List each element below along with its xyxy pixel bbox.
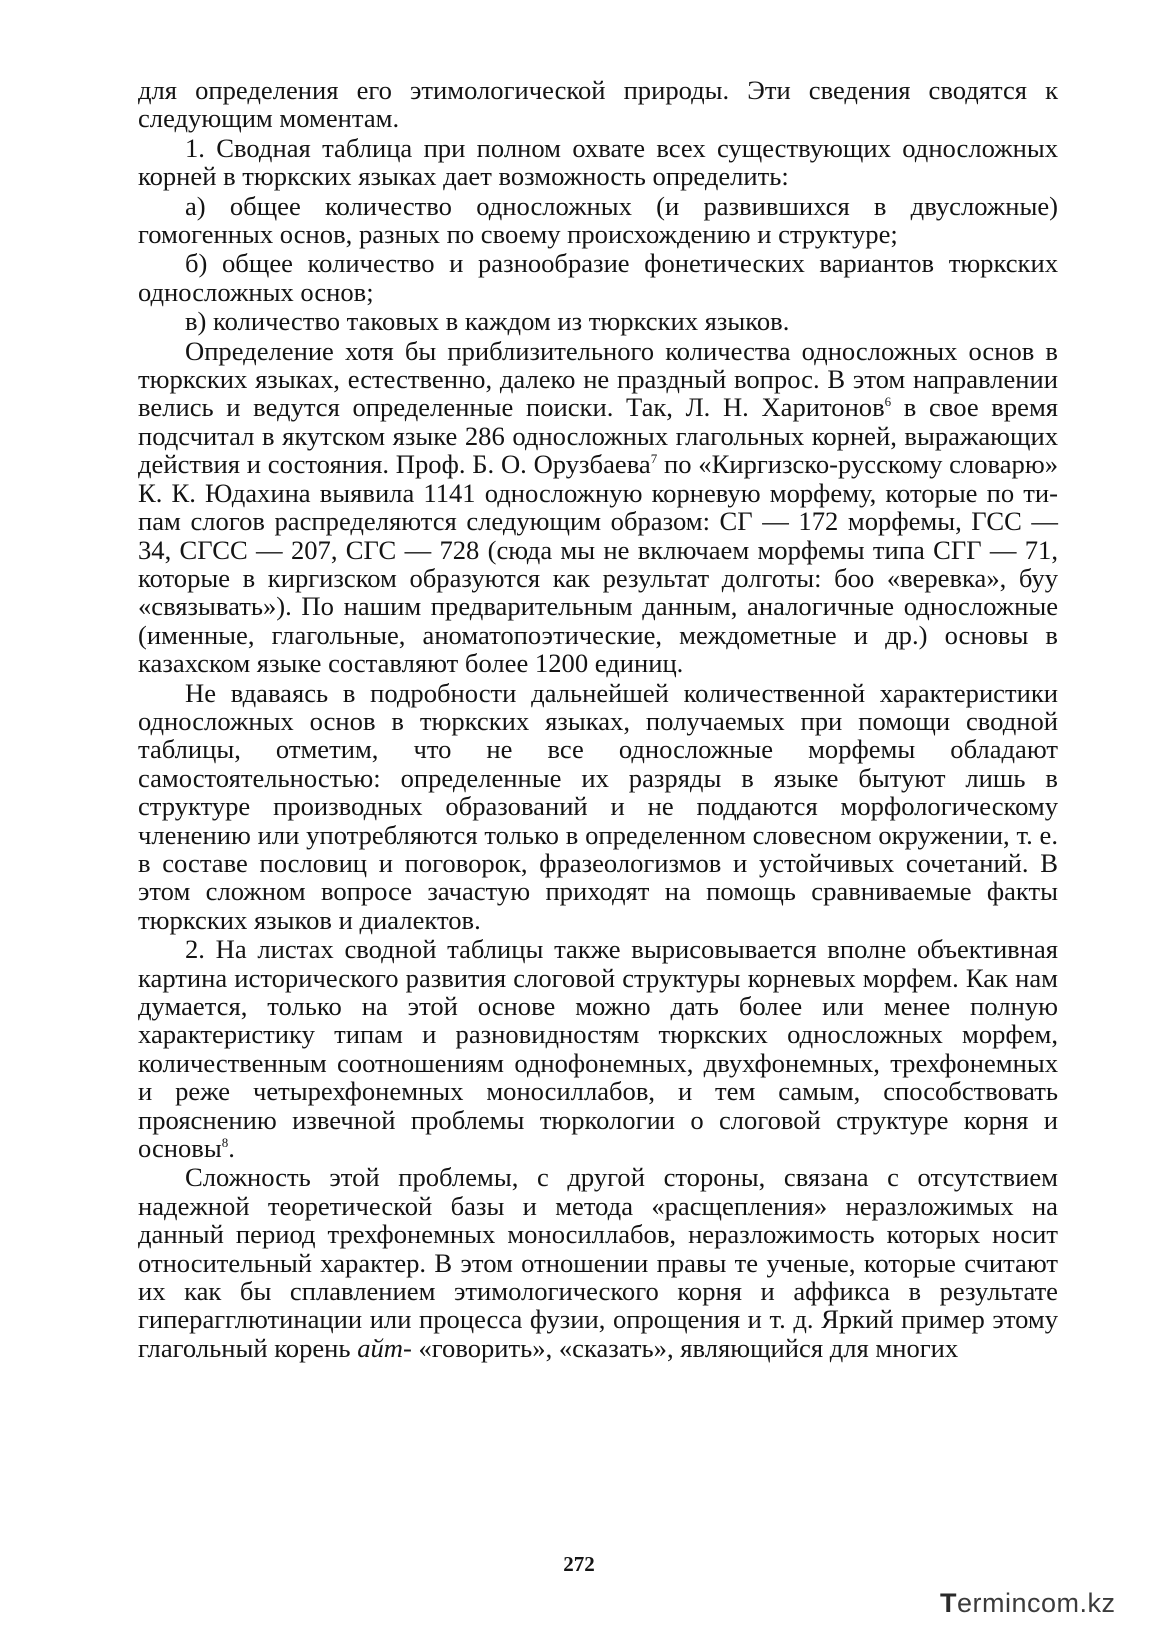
text-segment: в свое время подсчитал в якутском языке 286 односложных глагольных корней, выражающих действия и состояния. Проф. Б. О. Орузбаева [138,392,1059,480]
paragraph-point-2 [138,935,1058,1162]
text-segment: по «Киргизско-русскому словарю» К. К. Юдахина выявила 1141 односложную корневую морфему, которые по типам слогов распределяются следующим образом: СГ — 172 морфемы, ГСС — 34, СГСС — 207, СГС — 728 (сюда мы не включаем морфемы типа СГГ — 71, которые в киргизском образуются как результат долготы: боо «веревка», буу «связывать»). По нашим предварительным данным, аналогичные односложные (именные, глагольные, аноматопоэтические, междометные и др.) основы в казахском языке составляют более 1200 единиц. [138,449,1058,679]
footnote-ref-6: 6 [884,394,892,410]
paragraph-complexity [138,1163,1058,1362]
text-segment: 2. На листах сводной таблицы также вырисовывается вполне объективная картина исторического развития слоговой структуры корневых морфем. Как нам думается, только на этой основе можно дать более или менее полную характеристику типам и разновидностям тюркских односложных морфем, количественным соотношениям однофонемных, двухфонемных, трехфонемных и реже четырехфонемных моносиллабов, и тем самым, способствовать прояснению извечной проблемы тюркологии о слоговой структуре корня и основы [138,934,1058,1164]
watermark-text: ermincom.kz [957,1588,1116,1618]
page-body [138,76,1058,1362]
paragraph-2: 1. Сводная таблица при полном охвате всех существующих односложных корней в тюркских языках дает возможность определить: [138,132,1058,192]
watermark [940,1588,1116,1619]
paragraph-1: для определения его этимологической природы. Эти сведения сводятся к следующим моментам. [138,75,1058,134]
list-item-b: б) общее количество и разнообразие фонетических вариантов тюркских односложных основ; [138,248,1058,307]
footnote-ref-7: 7 [650,451,658,467]
page-number: 272 [563,1552,595,1576]
list-item-c: в) количество таковых в каждом из тюркских языков. [185,306,790,337]
watermark-initial: T [940,1588,957,1618]
text-segment: Определение хотя бы приблизительного количества односложных основ в тюркских языках, естественно, далеко не праздный вопрос. В этом направлении велись и ведутся определенные поиски. Так, Л. Н. Харитонов [138,335,1058,423]
text-segment: «говорить», «сказать», являющийся для многих [411,1332,959,1363]
paragraph-characteristics: Не вдаваясь в подробности дальнейшей количественной характеристики односложных основ в тюркских языках, получаемых при помощи сводной таблицы, отметим, что не все односложные морфемы обладают самостоятельностью: определенные их разряды в языке бытуют лишь в структуре производных образований и не поддаются морфологическому членению или употребляются только в определенном словесном окружении, т. е. в составе пословиц и поговорок, фразеологизмов и устойчивых сочетаний. В этом сложном вопросе зачастую приходят на помощь сравниваемые факты тюркских языков и диалектов. [138,677,1058,935]
text-segment: Сложность этой проблемы, с другой стороны, связана с отсутствием надежной теоретической базы и метода «расщепления» неразложимых на данный период трехфонемных моносиллабов, неразложимость которых носит относительный характер. В этом отношении правы те ученые, которые считают их как бы сплавлением этимологического корня и аффикса в результате гиперагглютинации или процесса фузии, опрощения и т. д. Яркий пример этому глагольный корень [138,1162,1058,1363]
paragraph-count-estimate [138,337,1058,678]
text-segment: . [228,1133,235,1164]
footnote-ref-8: 8 [221,1135,229,1151]
italic-term: айт- [357,1332,412,1363]
list-item-a: а) общее количество односложных (и развившихся в двусложные) гомогенных основ, разных по своему происхождению и структуре; [138,190,1058,250]
